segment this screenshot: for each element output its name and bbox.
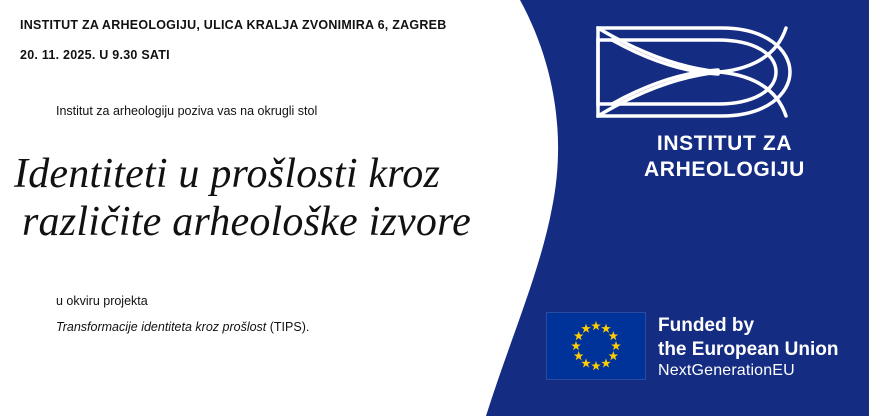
right-content <box>540 0 869 416</box>
eu-programme-name: NextGenerationEU <box>658 362 795 379</box>
event-title-line2: različite arheološke izvore <box>22 199 471 246</box>
eu-funded-line2: the European Union <box>658 338 839 360</box>
eu-funded-by-text <box>658 314 839 362</box>
celtic-knot-icon <box>568 22 818 127</box>
project-label: u okviru projekta <box>56 294 148 308</box>
eu-funded-line1: Funded by <box>658 315 755 336</box>
institute-name <box>540 131 869 184</box>
project-name-italic: Transformacije identiteta kroz prošlost <box>56 320 267 334</box>
event-title <box>14 150 544 247</box>
project-name-suffix: (TIPS). <box>266 320 310 334</box>
event-title-line1: Identiteti u prošlosti kroz <box>14 151 441 197</box>
project-name <box>56 320 309 334</box>
eu-flag-icon <box>546 312 646 380</box>
institute-name-line1: INSTITUT ZA <box>656 132 793 155</box>
eu-funding-block <box>546 312 866 396</box>
venue-address: INSTITUT ZA ARHEOLOGIJU, ULICA KRALJA ZVONIMIRA 6, ZAGREB <box>20 18 447 32</box>
institute-name-line2: ARHEOLOGIJU <box>644 158 805 182</box>
invitation-line: Institut za arheologiju poziva vas na okrugli stol <box>56 104 318 118</box>
event-datetime: 20. 11. 2025. U 9.30 SATI <box>20 48 170 62</box>
